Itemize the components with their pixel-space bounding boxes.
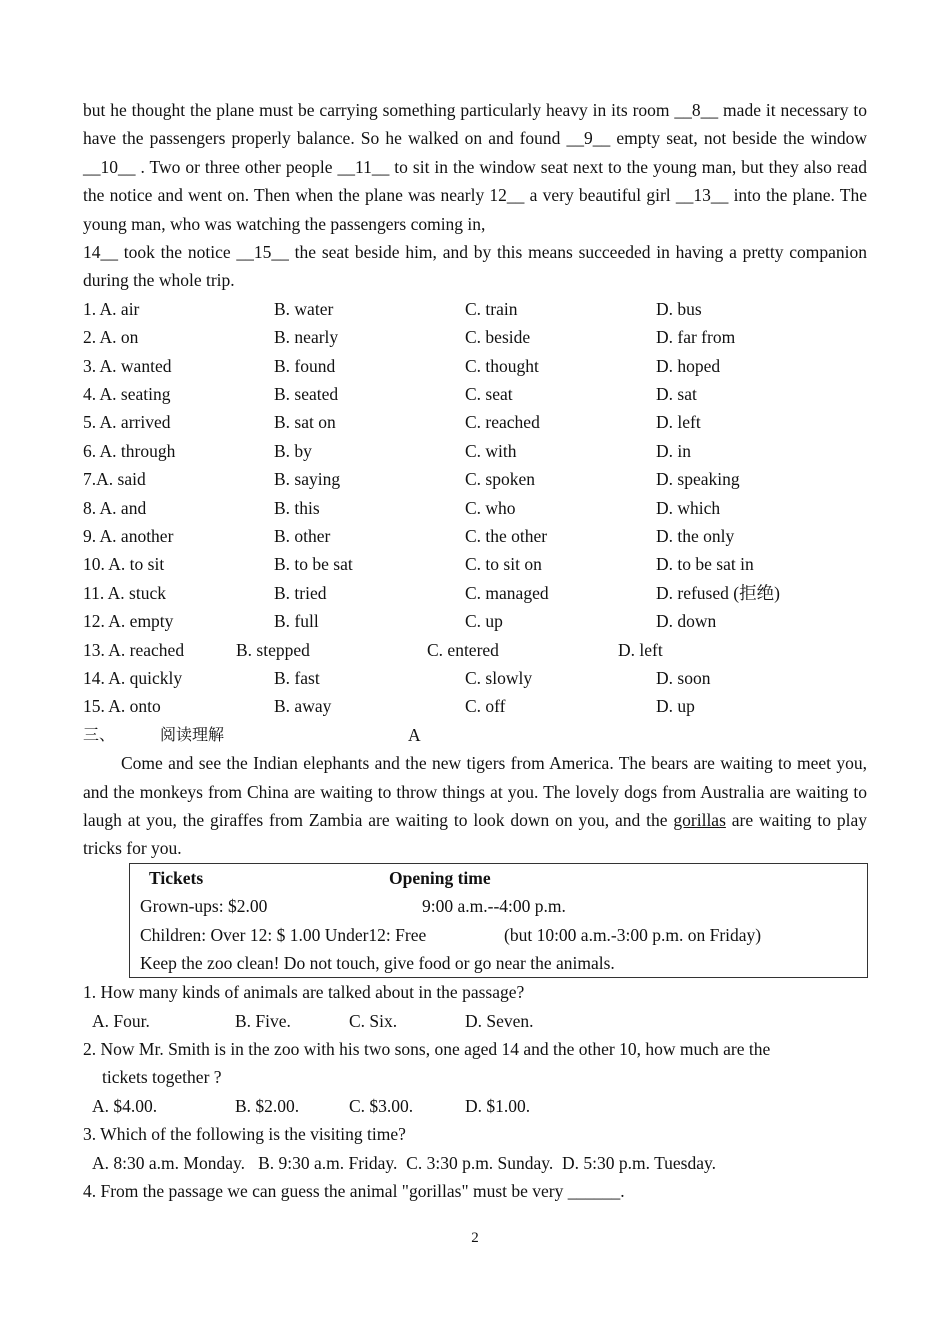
option-b: B. full [274,611,319,632]
answer-d: D. $1.00. [465,1095,531,1116]
option-row [83,352,867,380]
answer-a: A. $4.00. [92,1095,158,1116]
option-c: C. reached [465,412,540,433]
option-a: 1. A. air [83,298,140,319]
answer-b: B. Five. [235,1010,291,1031]
option-row [83,692,867,720]
option-d: D. down [656,611,717,632]
option-a: 5. A. arrived [83,412,171,433]
option-row [83,494,867,522]
option-c: C. up [465,611,503,632]
tickets-heading: Tickets [149,867,204,888]
option-b: B. other [274,525,331,546]
option-a: 7.A. said [83,469,146,490]
option-d: D. the only [656,525,735,546]
ticket-table [129,863,868,979]
option-c: C. off [465,696,506,717]
opening-time-heading: Opening time [389,867,491,888]
option-row [83,550,867,578]
option-a: 4. A. seating [83,384,171,405]
reading-text-end: are waiting to play tricks for you. [83,809,867,859]
option-b: B. nearly [274,327,339,348]
reading-passage [83,749,867,863]
answer-options: A. 8:30 a.m. Monday. B. 9:30 a.m. Friday. C. 3:30 p.m. Sunday. D. 5:30 p.m. Tuesday. [92,1152,717,1173]
answer-options [83,1007,867,1035]
option-b: B. away [274,696,332,717]
reading-text-start: Come and see the Indian elephants and the new tigers from America. The bears are waiting to meet you, and the monkeys from China are waiting to throw things at you. The lovely dogs from Australia are waiting to laugh at you, the giraffes from Zambia are waiting to look down on you, and the [83,753,867,830]
question-text: 3. Which of the following is the visiting time? [83,1124,406,1145]
grownups-price: Grown-ups: $2.00 [140,896,268,917]
underlined-word: gorillas [673,809,726,830]
option-row [83,579,867,607]
option-b: B. found [274,355,336,376]
option-c: C. to sit on [465,554,542,575]
option-row [83,607,867,635]
passage-text-2: 14__ took the notice __15__ the seat beside him, and by this means succeeded in having a pretty companion during the whole trip. [83,242,867,291]
option-b: B. fast [274,667,320,688]
option-a: 12. A. empty [83,611,174,632]
cloze-passage [83,96,867,295]
option-a: 15. A. onto [83,696,161,717]
question-text: 2. Now Mr. Smith is in the zoo with his two sons, one aged 14 and the other 10, how much are the [83,1039,771,1060]
option-row [83,295,867,323]
children-price: Children: Over 12: $ 1.00 Under12: Free [140,924,427,945]
option-c: C. train [465,298,518,319]
option-d: D. soon [656,667,711,688]
option-d: D. refused (拒绝) [656,582,780,603]
option-c: C. spoken [465,469,535,490]
question-text-continued: tickets together ? [102,1067,222,1088]
ticket-row [140,949,867,977]
document-page [83,96,867,1205]
option-b: B. water [274,298,334,319]
section-part: A [408,724,421,745]
option-row [83,664,867,692]
option-d: D. up [656,696,695,717]
option-b: B. stepped [236,639,310,660]
question-text: 1. How many kinds of animals are talked about in the passage? [83,982,525,1003]
option-a: 6. A. through [83,440,176,461]
question-2 [83,1035,867,1120]
answer-c: C. $3.00. [349,1095,414,1116]
option-a: 14. A. quickly [83,667,183,688]
option-b: B. sat on [274,412,336,433]
option-b: B. seated [274,384,339,405]
ticket-row [140,892,867,920]
section-number: 三、 [83,724,116,744]
answer-b: B. $2.00. [235,1095,300,1116]
option-c: C. beside [465,327,531,348]
opening-hours: 9:00 a.m.--4:00 p.m. [422,896,566,917]
answer-options [83,1092,867,1120]
option-d: D. far from [656,327,736,348]
option-a: 3. A. wanted [83,355,172,376]
option-d: D. left [656,412,701,433]
option-c: C. slowly [465,667,533,688]
option-b: B. to be sat [274,554,353,575]
passage-text-1: but he thought the plane must be carrying something particularly heavy in its room __8__ made it necessary to have the passengers properly balance. So he walked on and found __9__ empty seat, not beside the window __10__ . Two or three other people __11__ to sit in the window seat next to the young man, but they also read the notice and went on. Then when the plane was nearly 12__ a very beautiful girl __13__ into the plane. The young man, who was watching the passengers coming in, [83,100,867,234]
option-a: 10. A. to sit [83,554,165,575]
option-c: C. seat [465,384,513,405]
page-number: 2 [471,1230,479,1246]
option-c: C. entered [427,639,499,660]
option-a: 9. A. another [83,525,174,546]
option-b: B. by [274,440,312,461]
option-a: 13. A. reached [83,639,185,660]
friday-hours: (but 10:00 a.m.-3:00 p.m. on Friday) [504,924,762,945]
option-row [83,465,867,493]
option-d: D. sat [656,384,697,405]
option-row [83,636,867,664]
option-a: 11. A. stuck [83,582,166,603]
option-row [83,380,867,408]
question-4 [83,1177,867,1205]
question-1 [83,978,867,1035]
cloze-options [83,295,867,721]
option-row [83,522,867,550]
section-title: 阅读理解 [160,724,225,744]
option-c: C. the other [465,525,548,546]
option-row [83,408,867,436]
section-heading [83,721,867,749]
option-c: C. who [465,497,516,518]
option-b: B. this [274,497,320,518]
option-d: D. to be sat in [656,554,754,575]
answer-c: C. Six. [349,1010,398,1031]
option-d: D. left [618,639,663,660]
ticket-header-row [140,864,867,892]
answer-a: A. Four. [92,1010,150,1031]
option-d: D. bus [656,298,702,319]
option-a: 2. A. on [83,327,139,348]
option-d: D. in [656,440,691,461]
option-c: C. managed [465,582,549,603]
option-c: C. with [465,440,517,461]
question-text: 4. From the passage we can guess the animal "gorillas" must be very ______. [83,1181,625,1202]
option-b: B. tried [274,582,327,603]
question-3 [83,1120,867,1177]
option-row [83,437,867,465]
option-c: C. thought [465,355,539,376]
option-d: D. hoped [656,355,721,376]
option-d: D. speaking [656,469,740,490]
option-a: 8. A. and [83,497,147,518]
option-row [83,323,867,351]
answer-d: D. Seven. [465,1010,534,1031]
zoo-rules: Keep the zoo clean! Do not touch, give food or go near the animals. [140,952,615,973]
option-b: B. saying [274,469,341,490]
option-d: D. which [656,497,721,518]
ticket-row [140,921,867,949]
